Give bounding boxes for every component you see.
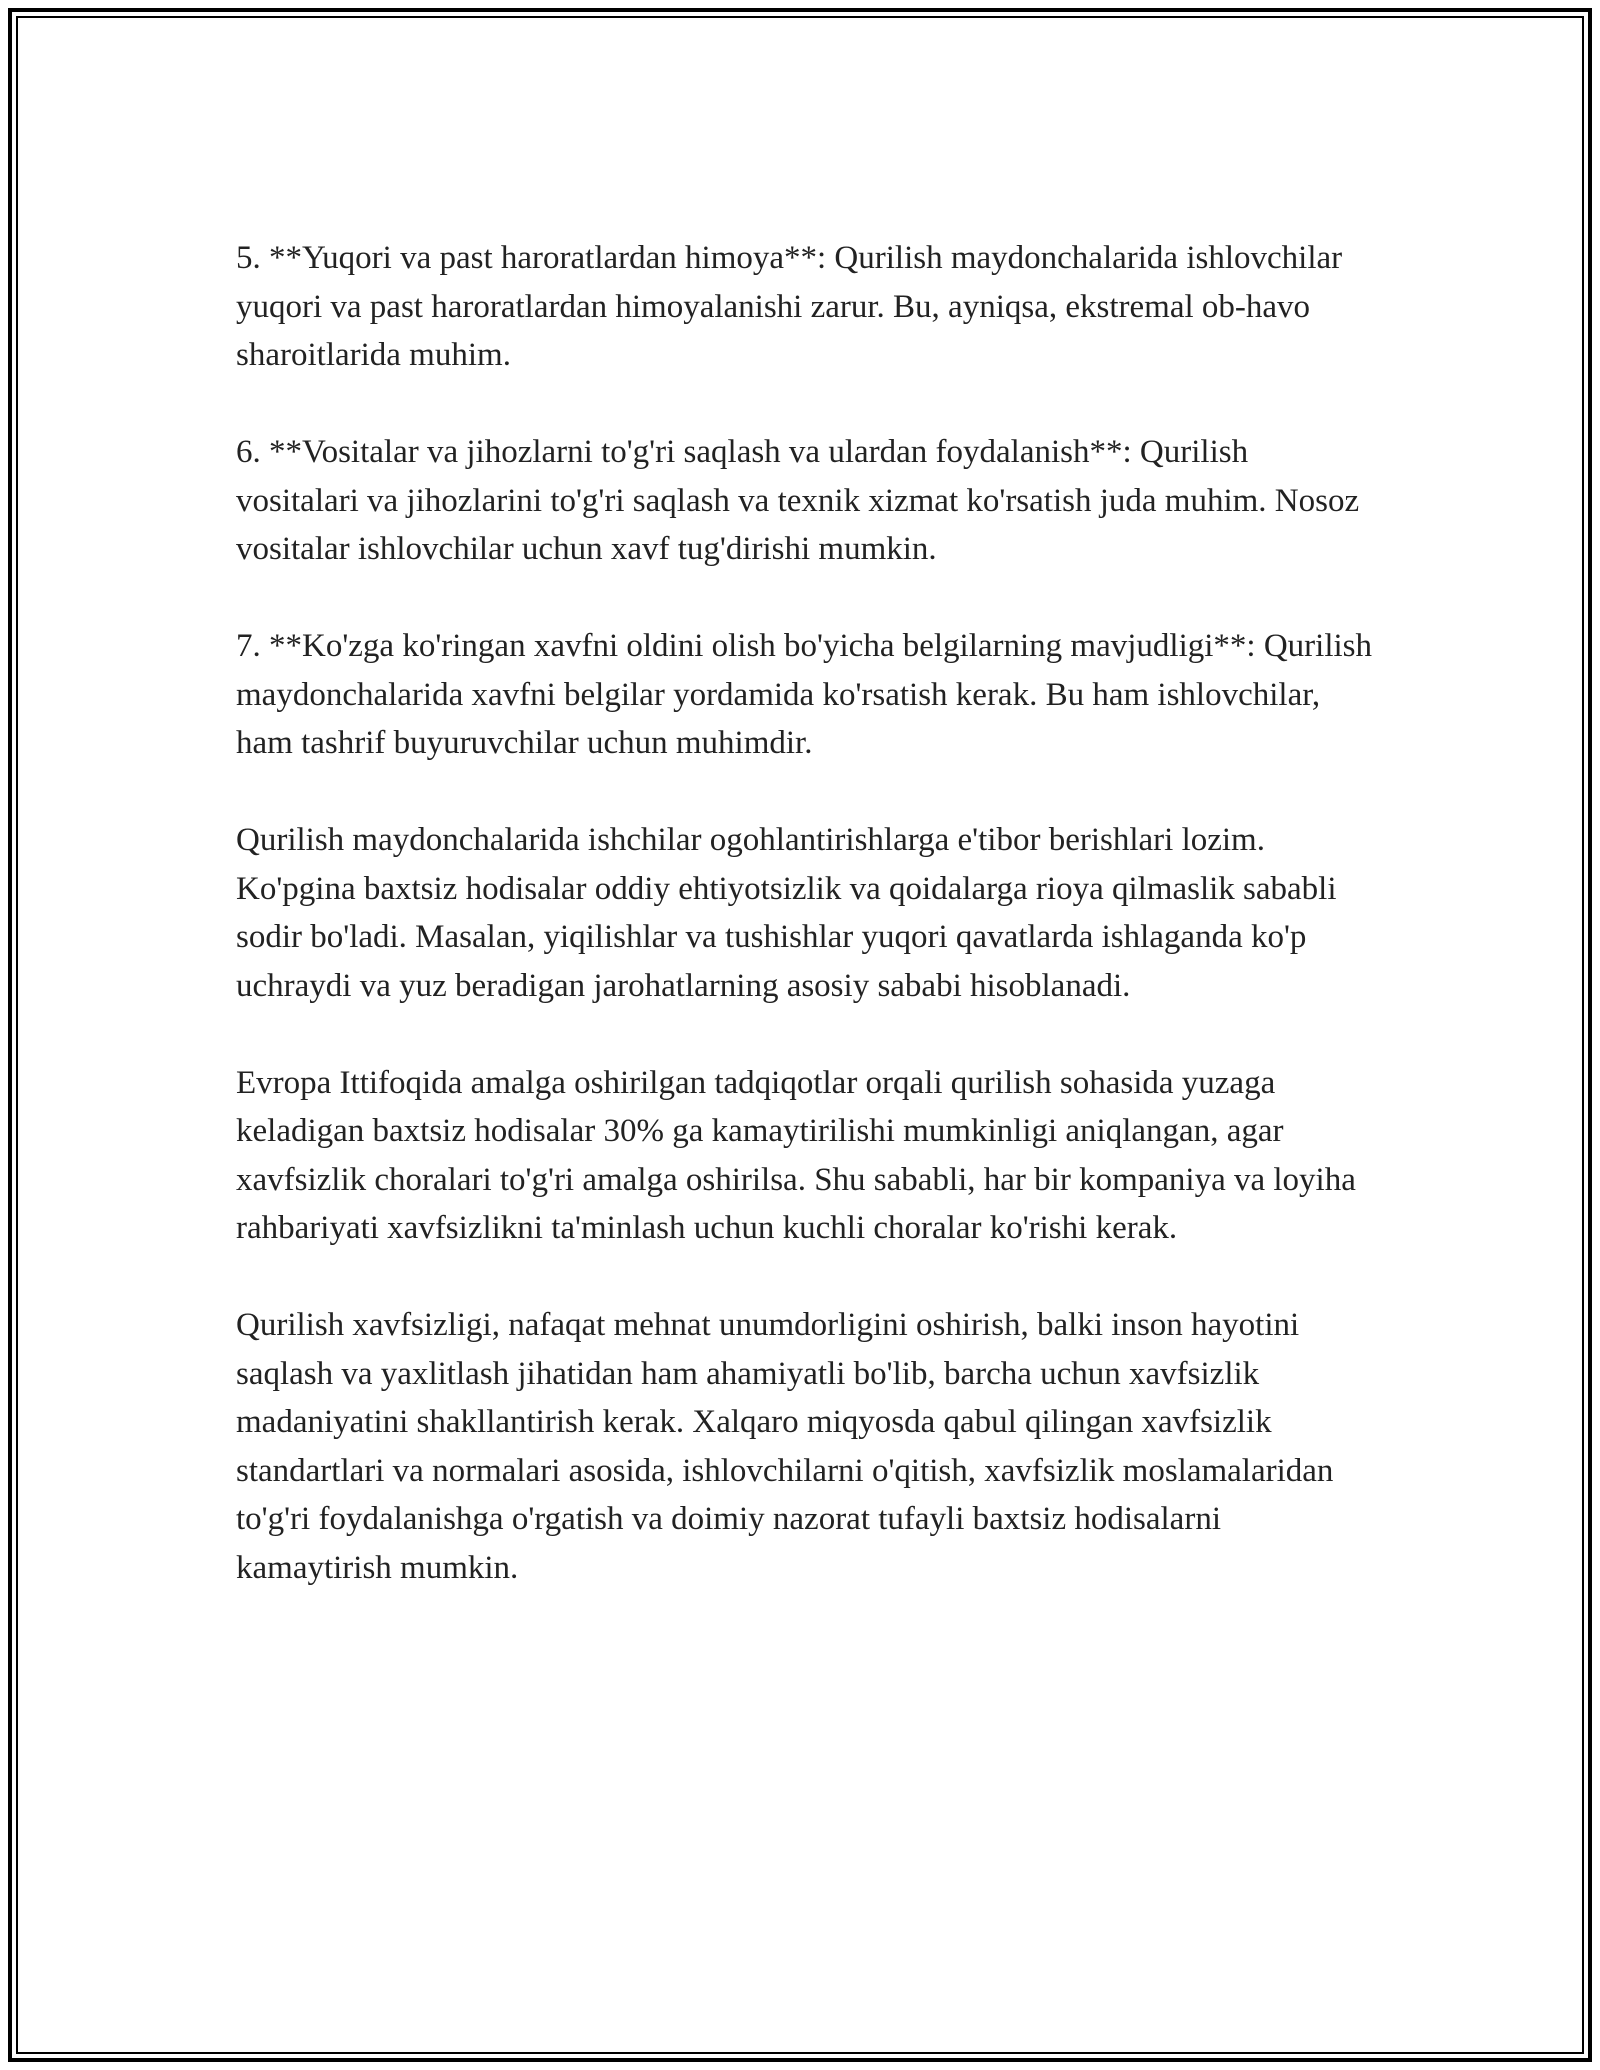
- paragraph-item-7: 7. **Ko'zga ko'ringan xavfni oldini olish bo'yicha belgilarning mavjudligi**: Qurilish maydonchalarida xavfni belgilar yordamida ko'rsatish kerak. Bu ham ishlovchilar, ham tashrif buyuruvchilar uchun muhimdir.: [236, 628, 1373, 761]
- paragraph-item-5: 5. **Yuqori va past haroratlardan himoya**: Qurilish maydonchalarida ishlovchilar yuqori va past haroratlardan himoyalanishi zarur. Bu, ayniqsa, ekstremal ob-havo sharoitlarida muhim.: [236, 240, 1343, 373]
- paragraph-conclusion: Qurilish xavfsizligi, nafaqat mehnat unumdorligini oshirish, balki inson hayotini saqlash va yaxlitlash jihatidan ham ahamiyatli bo'lib, barcha uchun xavfsizlik madaniyatini shakllantirish kerak. Xalqaro miqyosda qabul qilingan xavfsizlik standartlari va normalari asosida, ishlovchilarni o'qitish, xavfsizlik moslamalaridan to'g'ri foydalanishga o'rgatish va doimiy nazorat tufayli baxtsiz hodisalarni kamaytirish mumkin.: [236, 1307, 1334, 1586]
- document-body: [236, 234, 1376, 1592]
- paragraph-warnings: Qurilish maydonchalarida ishchilar ogohlantirishlarga e'tibor berishlari lozim. Ko'pgina baxtsiz hodisalar oddiy ehtiyotsizlik va qoidalarga rioya qilmaslik sababli sodir bo'ladi. Masalan, yiqilishlar va tushishlar yuqori qavatlarda ishlaganda ko'p uchraydi va yuz beradigan jarohatlarning asosiy sababi hisoblanadi.: [236, 822, 1337, 1004]
- paragraph-eu-research: Evropa Ittifoqida amalga oshirilgan tadqiqotlar orqali qurilish sohasida yuzaga keladigan baxtsiz hodisalar 30% ga kamaytirilishi mumkinligi aniqlangan, agar xavfsizlik choralari to'g'ri amalga oshirilsa. Shu sababli, har bir kompaniya va loyiha rahbariyati xavfsizlikni ta'minlash uchun kuchli choralar ko'rishi kerak.: [236, 1064, 1356, 1246]
- paragraph-item-6: 6. **Vositalar va jihozlarni to'g'ri saqlash va ulardan foydalanish**: Qurilish vositalari va jihozlarini to'g'ri saqlash va texnik xizmat ko'rsatish juda muhim. Nosoz vositalar ishlovchilar uchun xavf tug'dirishi mumkin.: [236, 434, 1360, 567]
